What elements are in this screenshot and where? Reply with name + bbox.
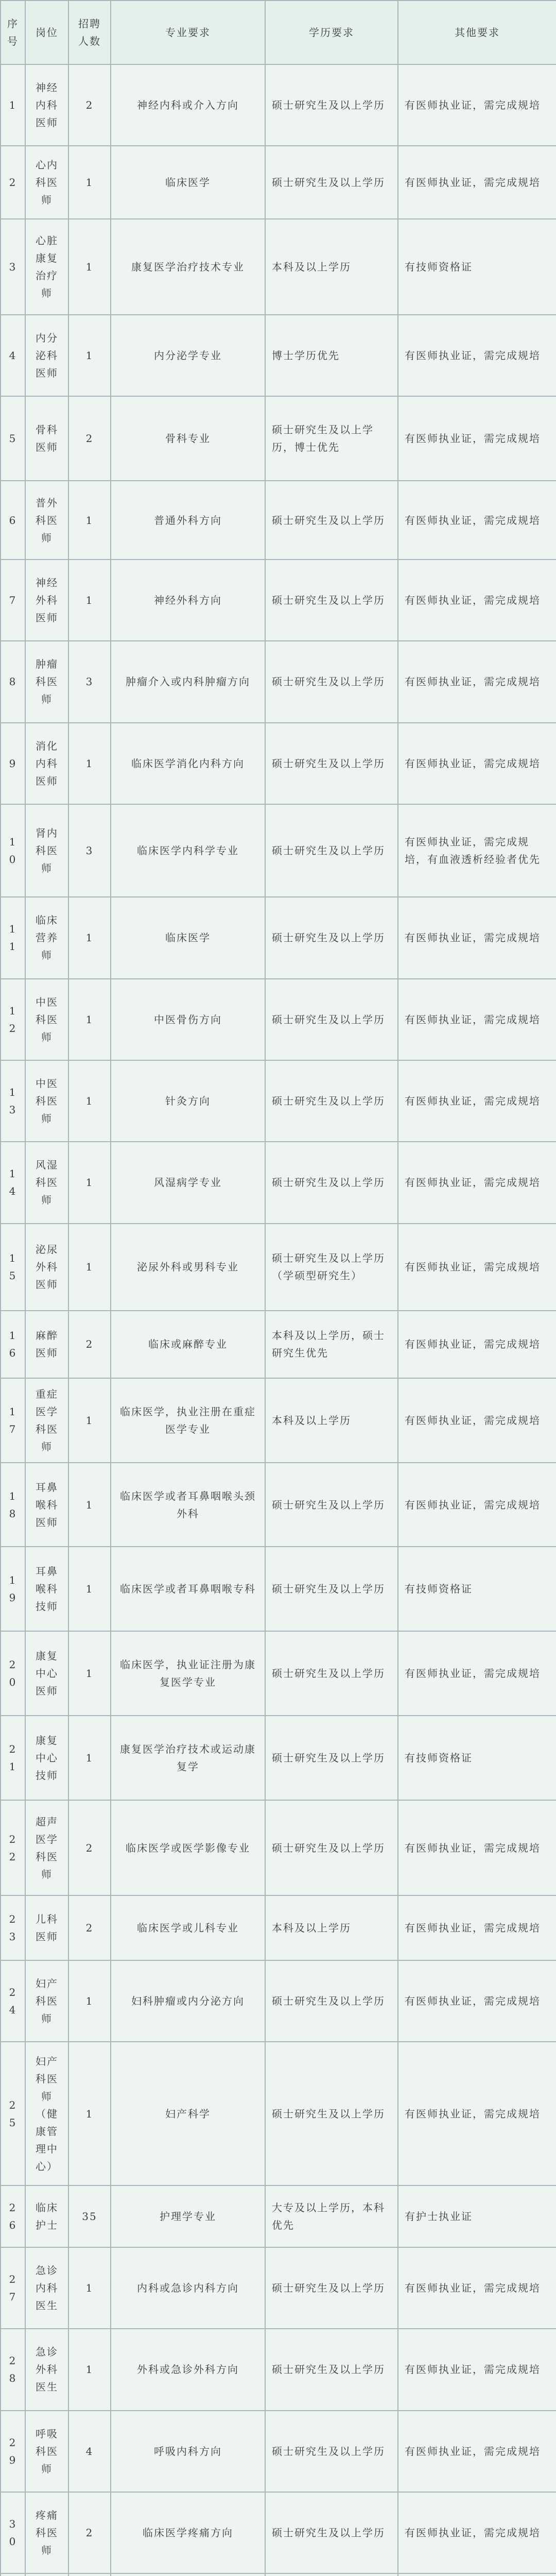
- row-major: 临床医学疼痛方向: [111, 2492, 265, 2573]
- row-post: 神经外科医师: [25, 560, 68, 641]
- row-other: 有医师执业证，需完成规培: [398, 560, 556, 641]
- table-row: [1, 1311, 556, 1378]
- row-major: 骨科专业: [111, 396, 265, 481]
- row-education: 硕士研究生及以上学历: [265, 1631, 398, 1716]
- row-major: 临床医学: [111, 146, 265, 219]
- table-row: [1, 1800, 556, 1896]
- row-post: 急诊内科医生: [25, 2247, 68, 2329]
- row-other: 有医师执业证，需完成规培: [398, 723, 556, 804]
- table-row: [1, 1716, 556, 1800]
- row-count: 1: [68, 146, 111, 219]
- table-row: [1, 1142, 556, 1223]
- row-index: 18: [1, 1463, 25, 1547]
- row-count: 1: [68, 219, 111, 315]
- table-row: [1, 1547, 556, 1631]
- row-other: 有技师资格证: [398, 219, 556, 315]
- table-row: [1, 1960, 556, 2042]
- row-count: 3: [68, 641, 111, 722]
- row-count: 1: [68, 2247, 111, 2329]
- row-other: 有医师执业证，需完成规培: [398, 315, 556, 396]
- row-index: 26: [1, 2185, 25, 2247]
- row-post: 肿瘤科医师: [25, 641, 68, 722]
- row-post: 重症医学科医师: [25, 1378, 68, 1463]
- row-post: 儿科医师: [25, 1895, 68, 1960]
- row-post: 康复中心医师: [25, 1631, 68, 1716]
- table-row: [1, 2573, 556, 2576]
- row-count: 1: [68, 2329, 111, 2410]
- row-count: 1: [68, 1463, 111, 1547]
- row-index: 12: [1, 979, 25, 1060]
- row-index: 6: [1, 481, 25, 560]
- row-post: 麻醉医师: [25, 1311, 68, 1378]
- row-major: 神经外科方向: [111, 560, 265, 641]
- row-index: 22: [1, 1800, 25, 1896]
- row-education: 硕士研究生及以上学历（学硕型研究生）: [265, 1224, 398, 1311]
- table-row: [1, 1224, 556, 1311]
- row-major: 临床医学消化内科方向: [111, 723, 265, 804]
- row-index: 5: [1, 396, 25, 481]
- table-row: [1, 481, 556, 560]
- row-other: 有医师执业证，需完成规培: [398, 1800, 556, 1896]
- row-count: 35: [68, 2185, 111, 2247]
- table-row: [1, 1060, 556, 1142]
- row-major: 泌尿外科或男科专业: [111, 1224, 265, 1311]
- row-post: 神经内科医师: [25, 64, 68, 146]
- row-index: 14: [1, 1142, 25, 1223]
- row-post: 心内科医师: [25, 146, 68, 219]
- row-education: 硕士研究生及以上学历: [265, 979, 398, 1060]
- row-index: 30: [1, 2492, 25, 2573]
- table-body: [1, 64, 556, 2576]
- row-count: 2: [68, 396, 111, 481]
- row-other: 有医师执业证，需完成规培: [398, 2411, 556, 2492]
- row-index: 9: [1, 723, 25, 804]
- row-education: 博士学历优先: [265, 315, 398, 396]
- row-other: 有医师执业证，需完成规培: [398, 64, 556, 146]
- row-count: 2: [68, 64, 111, 146]
- row-index: 16: [1, 1311, 25, 1378]
- row-education: 硕士研究生及以上学历: [265, 2411, 398, 2492]
- row-post: 风湿科医师: [25, 1142, 68, 1223]
- row-other: 有医师执业证，需完成规培: [398, 146, 556, 219]
- row-major: 临床医学或者耳鼻咽喉头颈外科: [111, 1463, 265, 1547]
- table-row: [1, 1463, 556, 1547]
- row-post: 急诊外科医生: [25, 2329, 68, 2410]
- row-major: 临床医学或儿科专业: [111, 1895, 265, 1960]
- row-other: 有医师执业证，需完成规培: [398, 2329, 556, 2410]
- row-education: 本科及以上学历: [265, 1378, 398, 1463]
- row-post: 中医科医师: [25, 1060, 68, 1142]
- row-other: 有医师执业证，需完成规培: [398, 979, 556, 1060]
- row-count: 1: [68, 1060, 111, 1142]
- row-index: 19: [1, 1547, 25, 1631]
- row-education: 硕士研究生及以上学历: [265, 1463, 398, 1547]
- row-major: 妇科肿瘤或内分泌方向: [111, 1960, 265, 2042]
- row-count: 1: [68, 979, 111, 1060]
- row-count: 4: [68, 2411, 111, 2492]
- row-other: 有护士执业证: [398, 2185, 556, 2247]
- table-row: [1, 1378, 556, 1463]
- row-count: 1: [68, 1378, 111, 1463]
- row-count: [68, 2573, 111, 2576]
- row-education: 硕士研究生及以上学历: [265, 2247, 398, 2329]
- row-post: 泌尿外科医师: [25, 1224, 68, 1311]
- row-index: 28: [1, 2329, 25, 2410]
- row-major: 临床医学，执业注册在重症医学专业: [111, 1378, 265, 1463]
- row-index: 2: [1, 146, 25, 219]
- row-education: 硕士研究生及以上学历: [265, 2042, 398, 2185]
- header-index: 序号: [1, 1, 25, 64]
- row-education: 硕士研究生及以上学历: [265, 560, 398, 641]
- row-index: 21: [1, 1716, 25, 1800]
- table-row: [1, 2185, 556, 2247]
- table-row: [1, 2247, 556, 2329]
- row-other: [398, 2573, 556, 2576]
- row-major: 内科或急诊内科方向: [111, 2247, 265, 2329]
- table-row: [1, 979, 556, 1060]
- row-education: [265, 2573, 398, 2576]
- row-other: 有医师执业证，需完成规培: [398, 2492, 556, 2573]
- row-post: [25, 2573, 68, 2576]
- row-major: 中医骨伤方向: [111, 979, 265, 1060]
- row-post: 临床护士: [25, 2185, 68, 2247]
- row-count: 1: [68, 1716, 111, 1800]
- row-count: 2: [68, 1800, 111, 1896]
- row-index: 29: [1, 2411, 25, 2492]
- table-row: [1, 2042, 556, 2185]
- table-row: [1, 1895, 556, 1960]
- row-major: 护理学专业: [111, 2185, 265, 2247]
- row-education: 硕士研究生及以上学历: [265, 1060, 398, 1142]
- row-post: 耳鼻喉科医师: [25, 1463, 68, 1547]
- table-row: [1, 641, 556, 722]
- row-other: 有医师执业证，需完成规培: [398, 1224, 556, 1311]
- table-header-row: [1, 1, 556, 64]
- row-count: 1: [68, 481, 111, 560]
- row-education: 硕士研究生及以上学历: [265, 723, 398, 804]
- row-other: 有医师执业证，需完成规培，有血液透析经验者优先: [398, 804, 556, 897]
- row-index: 27: [1, 2247, 25, 2329]
- row-education: 本科及以上学历: [265, 219, 398, 315]
- row-count: 1: [68, 897, 111, 978]
- row-major: 临床医学或者耳鼻咽喉专科: [111, 1547, 265, 1631]
- table-row: [1, 315, 556, 396]
- row-major: 神经内科或介入方向: [111, 64, 265, 146]
- row-education: 硕士研究生及以上学历: [265, 146, 398, 219]
- row-count: 2: [68, 1311, 111, 1378]
- row-major: 妇产科学: [111, 2042, 265, 2185]
- row-major: 临床医学内科学专业: [111, 804, 265, 897]
- row-education: 大专及以上学历，本科优先: [265, 2185, 398, 2247]
- row-education: 硕士研究生及以上学历: [265, 1800, 398, 1896]
- row-other: 有技师资格证: [398, 1547, 556, 1631]
- row-count: 1: [68, 315, 111, 396]
- row-index: 24: [1, 1960, 25, 2042]
- row-post: 骨科医师: [25, 396, 68, 481]
- table-row: [1, 219, 556, 315]
- row-other: 有医师执业证，需完成规培: [398, 1631, 556, 1716]
- row-post: 妇产科医师（健康管理中心）: [25, 2042, 68, 2185]
- row-count: 1: [68, 723, 111, 804]
- row-education: 硕士研究生及以上学历: [265, 1142, 398, 1223]
- row-count: 1: [68, 560, 111, 641]
- row-count: 1: [68, 1960, 111, 2042]
- row-other: 有医师执业证，需完成规培: [398, 481, 556, 560]
- table-row: [1, 146, 556, 219]
- row-education: 硕士研究生及以上学历: [265, 1960, 398, 2042]
- row-other: 有技师资格证: [398, 1716, 556, 1800]
- row-major: 外科或急诊外科方向: [111, 2329, 265, 2410]
- row-post: 消化内科医师: [25, 723, 68, 804]
- table-row: [1, 804, 556, 897]
- row-other: 有医师执业证，需完成规培: [398, 1378, 556, 1463]
- row-post: 疼痛科医师: [25, 2492, 68, 2573]
- row-index: [1, 2573, 25, 2576]
- row-other: 有医师执业证，需完成规培: [398, 1463, 556, 1547]
- row-other: 有医师执业证，需完成规培: [398, 1311, 556, 1378]
- row-index: 11: [1, 897, 25, 978]
- row-count: 2: [68, 2492, 111, 2573]
- row-major: [111, 2573, 265, 2576]
- row-post: 耳鼻喉科技师: [25, 1547, 68, 1631]
- row-post: 康复中心技师: [25, 1716, 68, 1800]
- row-post: 肾内科医师: [25, 804, 68, 897]
- table-row: [1, 560, 556, 641]
- row-other: 有医师执业证，需完成规培: [398, 1060, 556, 1142]
- row-index: 10: [1, 804, 25, 897]
- row-major: 普通外科方向: [111, 481, 265, 560]
- row-other: 有医师执业证，需完成规培: [398, 1960, 556, 2042]
- row-post: 心脏康复治疗师: [25, 219, 68, 315]
- row-education: 硕士研究生及以上学历: [265, 804, 398, 897]
- row-index: 8: [1, 641, 25, 722]
- row-major: 风湿病学专业: [111, 1142, 265, 1223]
- row-education: 硕士研究生及以上学历: [265, 481, 398, 560]
- row-major: 肿瘤介入或内科肿瘤方向: [111, 641, 265, 722]
- row-major: 针灸方向: [111, 1060, 265, 1142]
- row-count: 1: [68, 1142, 111, 1223]
- row-other: 有医师执业证，需完成规培: [398, 2042, 556, 2185]
- row-index: 4: [1, 315, 25, 396]
- header-post: 岗位: [25, 1, 68, 64]
- header-major: 专业要求: [111, 1, 265, 64]
- row-index: 23: [1, 1895, 25, 1960]
- row-major: 临床或麻醉专业: [111, 1311, 265, 1378]
- table-row: [1, 2329, 556, 2410]
- row-post: 内分泌科医师: [25, 315, 68, 396]
- table-row: [1, 723, 556, 804]
- row-other: 有医师执业证，需完成规培: [398, 396, 556, 481]
- row-index: 17: [1, 1378, 25, 1463]
- row-education: 硕士研究生及以上学历: [265, 1547, 398, 1631]
- row-other: 有医师执业证，需完成规培: [398, 1895, 556, 1960]
- table-row: [1, 897, 556, 978]
- row-other: 有医师执业证，需完成规培: [398, 897, 556, 978]
- row-count: 1: [68, 1631, 111, 1716]
- row-post: 临床营养师: [25, 897, 68, 978]
- row-count: 3: [68, 804, 111, 897]
- row-index: 7: [1, 560, 25, 641]
- row-major: 临床医学，执业证注册为康复医学专业: [111, 1631, 265, 1716]
- row-count: 2: [68, 1895, 111, 1960]
- row-index: 1: [1, 64, 25, 146]
- table-row: [1, 2492, 556, 2573]
- row-education: 硕士研究生及以上学历，博士优先: [265, 396, 398, 481]
- row-major: 康复医学治疗技术或运动康复学: [111, 1716, 265, 1800]
- row-index: 13: [1, 1060, 25, 1142]
- row-other: 有医师执业证，需完成规培: [398, 2247, 556, 2329]
- row-count: 1: [68, 2042, 111, 2185]
- row-count: 1: [68, 1224, 111, 1311]
- header-count: 招聘人数: [68, 1, 111, 64]
- table-row: [1, 64, 556, 146]
- row-major: 临床医学: [111, 897, 265, 978]
- row-post: 妇产科医师: [25, 1960, 68, 2042]
- table-row: [1, 396, 556, 481]
- row-education: 硕士研究生及以上学历: [265, 1716, 398, 1800]
- row-education: 硕士研究生及以上学历: [265, 897, 398, 978]
- row-major: 康复医学治疗技术专业: [111, 219, 265, 315]
- row-education: 硕士研究生及以上学历: [265, 2492, 398, 2573]
- row-count: 1: [68, 1547, 111, 1631]
- row-post: 中医科医师: [25, 979, 68, 1060]
- row-other: 有医师执业证，需完成规培: [398, 1142, 556, 1223]
- row-index: 25: [1, 2042, 25, 2185]
- row-education: 硕士研究生及以上学历: [265, 641, 398, 722]
- row-major: 呼吸内科方向: [111, 2411, 265, 2492]
- row-index: 15: [1, 1224, 25, 1311]
- row-index: 20: [1, 1631, 25, 1716]
- table-row: [1, 1631, 556, 1716]
- row-major: 临床医学或医学影像专业: [111, 1800, 265, 1896]
- table-row: [1, 2411, 556, 2492]
- row-other: 有医师执业证，需完成规培: [398, 641, 556, 722]
- row-education: 硕士研究生及以上学历: [265, 2329, 398, 2410]
- row-education: 硕士研究生及以上学历: [265, 64, 398, 146]
- row-education: 本科及以上学历: [265, 1895, 398, 1960]
- row-index: 3: [1, 219, 25, 315]
- header-education: 学历要求: [265, 1, 398, 64]
- row-education: 本科及以上学历，硕士研究生优先: [265, 1311, 398, 1378]
- row-post: 超声医学科医师: [25, 1800, 68, 1896]
- header-other: 其他要求: [398, 1, 556, 64]
- row-post: 普外科医师: [25, 481, 68, 560]
- row-post: 呼吸科医师: [25, 2411, 68, 2492]
- row-major: 内分泌学专业: [111, 315, 265, 396]
